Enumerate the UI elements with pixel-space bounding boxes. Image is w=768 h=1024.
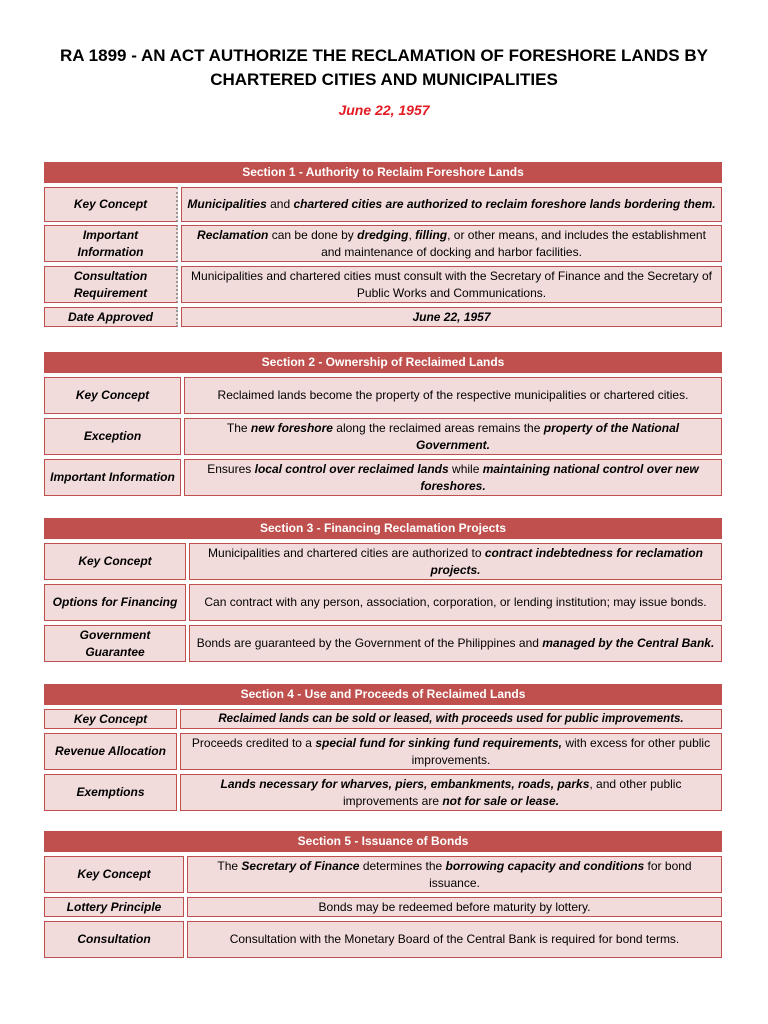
table-row: [44, 266, 722, 303]
section-header: Section 5 - Issuance of Bonds: [44, 831, 722, 852]
row-label: Lottery Principle: [44, 897, 184, 917]
row-value: Lands necessary for wharves, piers, embankments, roads, parks, and other public improvements are not for sale or lease.: [180, 774, 722, 811]
row-value: Municipalities and chartered cities are authorized to reclaim foreshore lands bordering them.: [181, 187, 722, 222]
table-row: [44, 774, 722, 811]
row-value: Proceeds credited to a special fund for sinking fund requirements, with excess for other public improvements.: [180, 733, 722, 770]
table-row: [44, 187, 722, 222]
section-4: [44, 684, 722, 811]
table-row: [44, 733, 722, 770]
row-value: Reclaimed lands can be sold or leased, with proceeds used for public improvements.: [180, 709, 722, 729]
table-row: [44, 625, 722, 662]
row-value: Reclaimed lands become the property of the respective municipalities or chartered cities.: [184, 377, 722, 414]
row-label: Revenue Allocation: [44, 733, 177, 770]
row-value: Consultation with the Monetary Board of the Central Bank is required for bond terms.: [187, 921, 722, 958]
row-label: Date Approved: [44, 307, 178, 327]
section-2: [44, 352, 722, 496]
table-row: [44, 418, 722, 455]
table-row: [44, 543, 722, 580]
row-label: Consultation: [44, 921, 184, 958]
table-row: [44, 897, 722, 917]
table-row: [44, 921, 722, 958]
row-value: Municipalities and chartered cities must consult with the Secretary of Finance and the Secretary of Public Works and Communications.: [181, 266, 722, 303]
section-5: [44, 831, 722, 958]
row-value: Bonds may be redeemed before maturity by lottery.: [187, 897, 722, 917]
row-value: June 22, 1957: [181, 307, 722, 327]
row-value: The new foreshore along the reclaimed areas remains the property of the National Government.: [184, 418, 722, 455]
section-1: [44, 162, 722, 327]
title-line-2: CHARTERED CITIES AND MUNICIPALITIES: [210, 70, 558, 89]
row-label: Exception: [44, 418, 181, 455]
row-label: Key Concept: [44, 187, 178, 222]
table-row: [44, 584, 722, 621]
document-date: June 22, 1957: [338, 102, 430, 118]
row-label: Important Information: [44, 225, 178, 262]
section-header: Section 4 - Use and Proceeds of Reclaimed Lands: [44, 684, 722, 705]
row-label: Important Information: [44, 459, 181, 496]
row-value: Reclamation can be done by dredging, filling, or other means, and includes the establishment and maintenance of docking and harbor facilities.: [181, 225, 722, 262]
section-header: Section 2 - Ownership of Reclaimed Lands: [44, 352, 722, 373]
table-row: [44, 709, 722, 729]
document-title: [20, 44, 748, 92]
table-row: [44, 225, 722, 262]
row-label: Exemptions: [44, 774, 177, 811]
row-value: Can contract with any person, association, corporation, or lending institution; may issue bonds.: [189, 584, 722, 621]
row-value: Municipalities and chartered cities are authorized to contract indebtedness for reclamation projects.: [189, 543, 722, 580]
row-label: Government Guarantee: [44, 625, 186, 662]
row-label: Key Concept: [44, 856, 184, 893]
title-line-1: RA 1899 - AN ACT AUTHORIZE THE RECLAMATION OF FORESHORE LANDS BY: [60, 46, 708, 65]
row-label: Key Concept: [44, 709, 177, 729]
row-label: Options for Financing: [44, 584, 186, 621]
table-row: [44, 856, 722, 893]
row-value: Bonds are guaranteed by the Government of the Philippines and managed by the Central Bank.: [189, 625, 722, 662]
section-3: [44, 518, 722, 662]
row-label: Key Concept: [44, 543, 186, 580]
table-row: [44, 459, 722, 496]
table-row: [44, 307, 722, 327]
row-label: Key Concept: [44, 377, 181, 414]
table-row: [44, 377, 722, 414]
row-label: Consultation Requirement: [44, 266, 178, 303]
row-value: Ensures local control over reclaimed lands while maintaining national control over new foreshores.: [184, 459, 722, 496]
section-header: Section 3 - Financing Reclamation Projects: [44, 518, 722, 539]
section-header: Section 1 - Authority to Reclaim Foreshore Lands: [44, 162, 722, 183]
row-value: The Secretary of Finance determines the borrowing capacity and conditions for bond issuance.: [187, 856, 722, 893]
